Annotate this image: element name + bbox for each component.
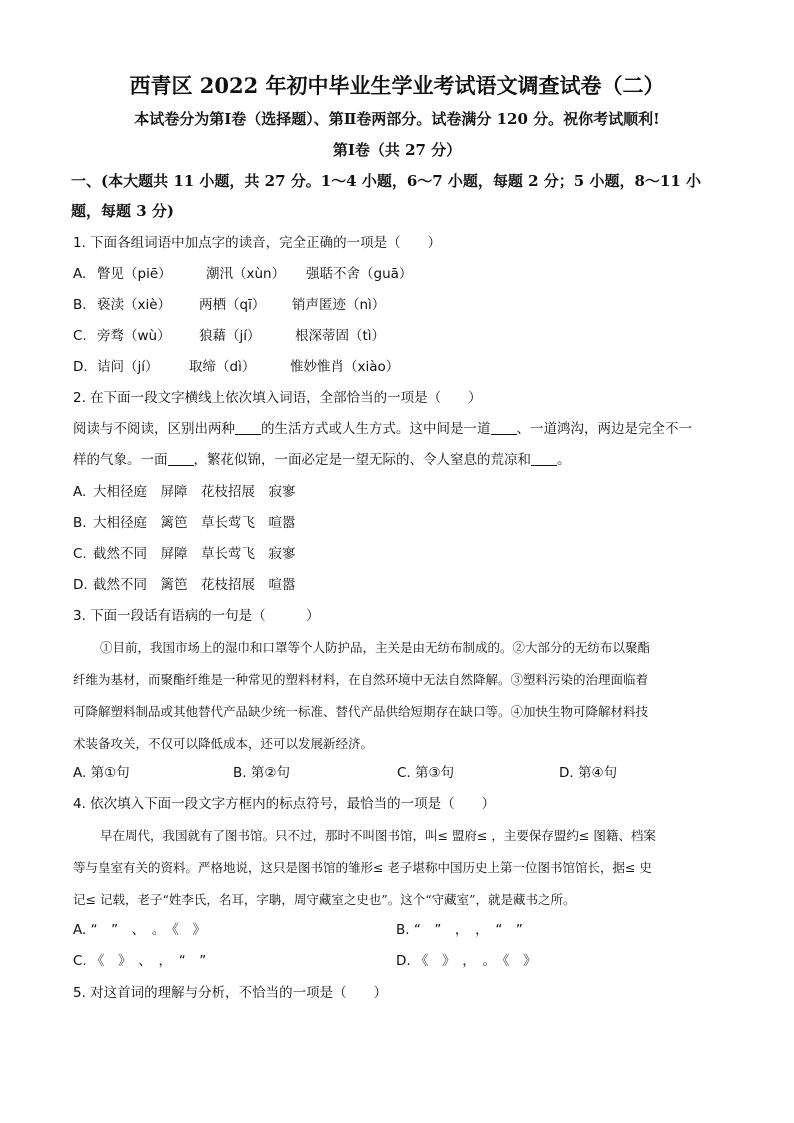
question-4-stem: 4. 依次填入下面一段文字方框内的标点符号，最恰当的一项是（ ） — [73, 796, 496, 812]
question-1-stem: 1. 下面各组词语中加点字的读音，完全正确的一项是（ ） — [73, 235, 442, 251]
passage-text: 。 — [557, 452, 571, 468]
option-label: A. — [73, 484, 87, 500]
fill-blank — [235, 420, 261, 435]
option-word: 诘问（jí） — [97, 359, 159, 375]
part-title: 第Ⅰ卷（共 27 分） — [332, 141, 462, 159]
question-5-stem: 5. 对这首词的理解与分析，不恰当的一项是（ ） — [73, 985, 388, 1001]
option-d: D. 《 》 ， 。 《 》 — [396, 953, 537, 969]
option-c: C. 《 》 、 ， “ ” — [73, 953, 207, 969]
question-3-passage-line1: ①目前，我国市场上的湿巾和口罩等个人防护品，主关是由无纺布制成的。②大部分的无纺布以聚酯 — [100, 640, 651, 655]
option-a: A. “ ” 、 。 《 》 — [73, 922, 206, 938]
question-4-passage-line2: 等与皇室有关的资料。严格地说，这只是图书馆的雏形≤ 老子堪称中国历史上第一位图书馆馆长，据≤ 史 — [73, 860, 652, 875]
option-words: 截然不同 屏障 草长莺飞 寂寥 — [93, 546, 296, 562]
question-4-options-row2 — [73, 951, 536, 971]
option-b: B. 第②句 — [233, 765, 290, 781]
option-label: C. — [73, 328, 87, 344]
option-label: D. — [73, 359, 88, 375]
question-2-passage-line2 — [73, 450, 571, 470]
option-word: 两栖（qī） — [199, 297, 266, 313]
option-word: 惟妙惟肖（xiào） — [290, 359, 400, 375]
option-words: 大相径庭 屏障 花枝招展 寂寥 — [93, 484, 296, 500]
question-3-passage-line3: 可降解塑料制品或其他替代产品缺少统一标准、替代产品供给短期存在缺口等。④加快生物可降解材料技 — [73, 704, 649, 719]
option-c: C. 第③句 — [397, 765, 455, 781]
passage-text: 的生活方式或人生方式。这中间是一道 — [261, 421, 491, 437]
question-2-option-c — [73, 544, 296, 564]
option-word: 取缔（dì） — [189, 359, 256, 375]
question-4-options-row1 — [73, 920, 523, 940]
fill-blank — [531, 451, 557, 466]
option-word: 强聒不舍（guā） — [306, 266, 413, 282]
passage-text: 样的气象。一面 — [73, 452, 168, 468]
question-3-passage-line4: 术装备攻关，不仅可以降低成本，还可以发展新经济。 — [73, 736, 374, 751]
question-1-option-b — [73, 295, 385, 315]
option-words: 截然不同 篱笆 花枝招展 喧嚣 — [93, 577, 296, 593]
question-2-option-a — [73, 482, 296, 502]
page-title: 西青区 2022 年初中毕业生学业考试语文调查试卷（二） — [129, 73, 665, 98]
question-2-option-d — [73, 575, 296, 595]
fill-blank — [491, 420, 517, 435]
option-word: 潮汛（xùn） — [206, 266, 286, 282]
option-label: B. — [73, 297, 87, 313]
question-3-stem: 3. 下面一段话有语病的一句是（ ） — [73, 608, 320, 624]
fill-blank — [168, 451, 194, 466]
option-label: D. — [73, 577, 88, 593]
question-2-option-b — [73, 513, 296, 533]
option-word: 旁骛（wù） — [97, 328, 171, 344]
question-4-passage-line3: 记≤ 记载，老子“姓李氏，名耳，字聃，周守藏室之史也”。这个“守藏室”，就是藏书之所。 — [73, 892, 576, 907]
option-label: C. — [73, 546, 87, 562]
passage-text: 阅读与不阅读，区别出两种 — [73, 421, 235, 437]
question-1-option-a — [73, 264, 412, 284]
option-label: A. — [73, 266, 87, 282]
section-heading-line1: 一、(本大题共 11 小题，共 27 分。1～4 小题，6～7 小题，每题 2 分；5 小题，8～11 小 — [71, 172, 702, 190]
passage-text: ，繁花似锦，一面必定是一望无际的、令人窒息的荒凉和 — [193, 452, 531, 468]
option-word: 亵渎（xiè） — [97, 297, 172, 313]
question-4-passage-line1: 早在周代，我国就有了图书馆。只不过，那时不叫图书馆，叫≤ 盟府≤ ，主要保存盟约≤ 图籍、档案 — [100, 828, 656, 843]
passage-text: 、一道鸿沟，两边是完全不一 — [516, 421, 692, 437]
question-2-passage-line1 — [73, 419, 692, 439]
option-word: 瞥见（piē） — [97, 266, 172, 282]
option-word: 狼藉（jí） — [199, 328, 261, 344]
option-words: 大相径庭 篱笆 草长莺飞 喧嚣 — [93, 515, 296, 531]
option-b: B. “ ” ， ， “ ” — [396, 922, 523, 938]
question-1-option-d — [73, 357, 399, 377]
option-word: 根深蒂固（tì） — [295, 328, 386, 344]
option-a: A. 第①句 — [73, 765, 130, 781]
section-heading-line2: 题，每题 3 分) — [71, 202, 174, 220]
exam-instructions: 本试卷分为第Ⅰ卷（选择题）、第Ⅱ卷两部分。试卷满分 120 分。祝你考试顺利! — [134, 110, 660, 128]
question-2-stem: 2. 在下面一段文字横线上依次填入词语，全部恰当的一项是（ ） — [73, 390, 482, 406]
option-word: 销声匿迹（nì） — [292, 297, 386, 313]
question-1-option-c — [73, 326, 385, 346]
option-label: B. — [73, 515, 87, 531]
question-3-passage-line2: 纤维为基材，而聚酯纤维是一种常见的塑料材料，在自然环境中无法自然降解。③塑料污染的治理面临着 — [73, 672, 649, 687]
question-3-options — [73, 763, 617, 783]
option-d: D. 第④句 — [559, 765, 618, 781]
